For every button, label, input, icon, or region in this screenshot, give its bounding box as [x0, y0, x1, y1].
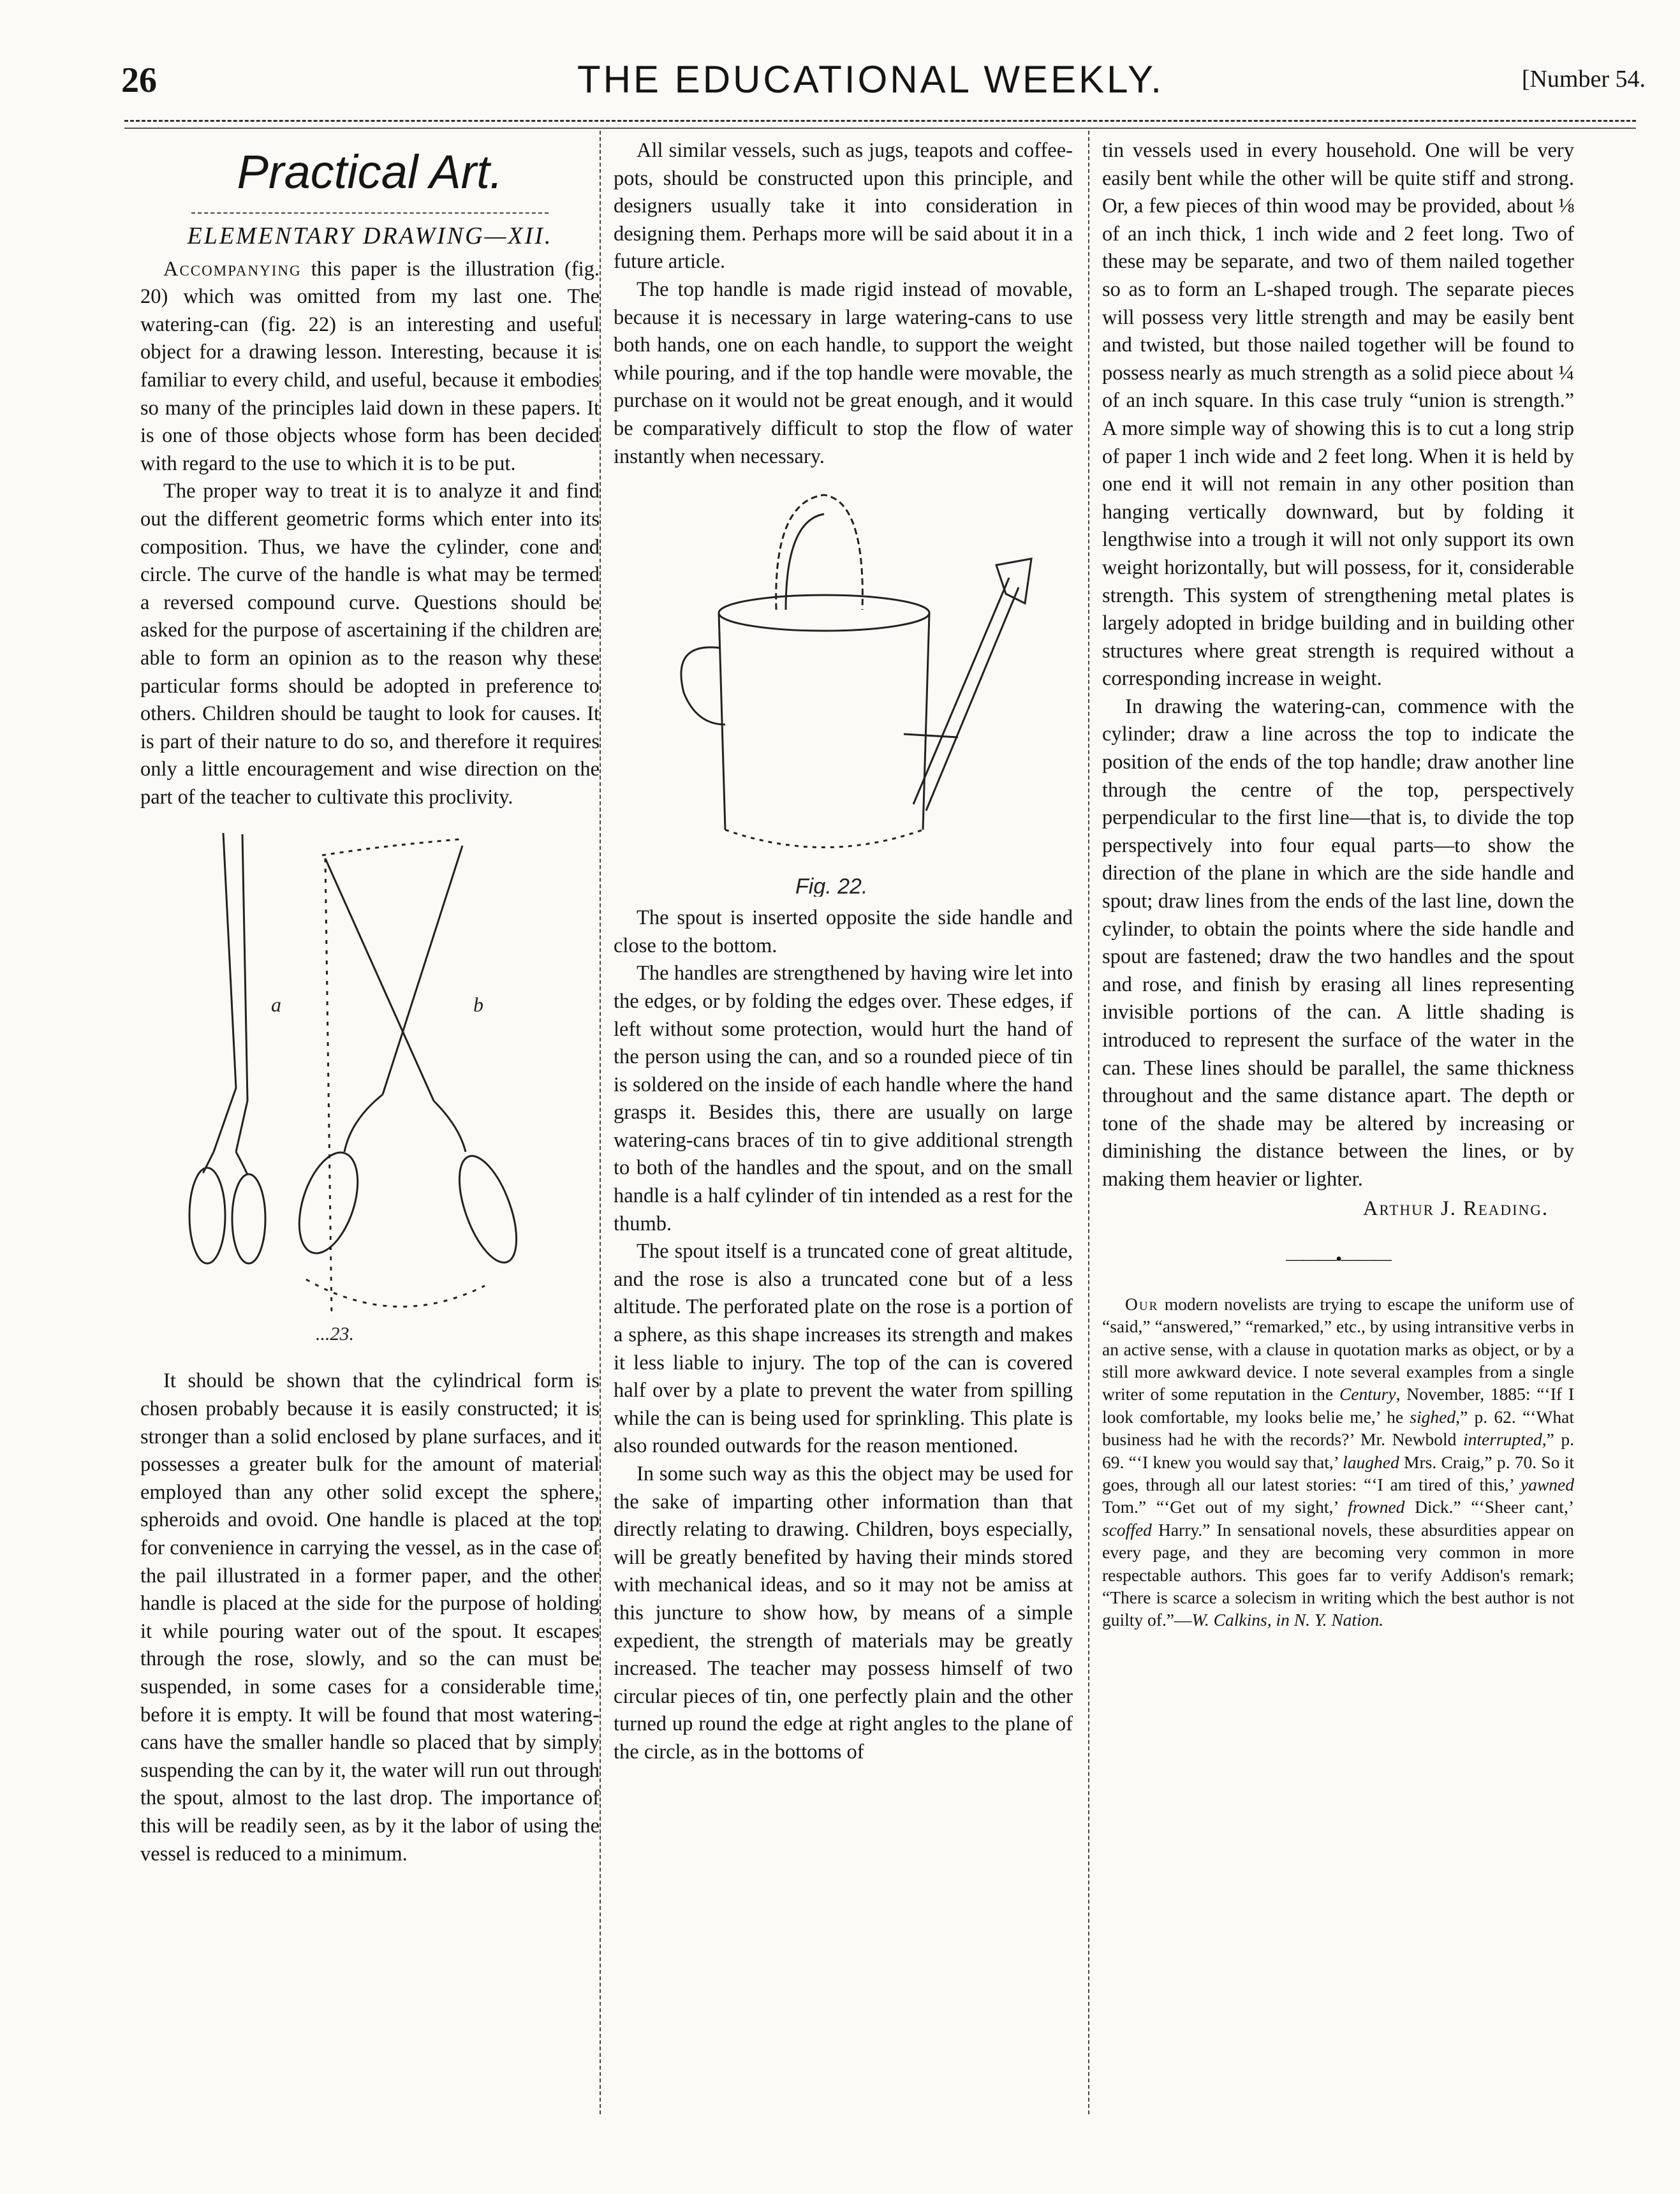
fig20-label-b: b	[473, 993, 483, 1017]
paragraph: The spout is inserted opposite the side handle and close to the bottom.	[614, 906, 1073, 957]
author-signature: Arthur J. Reading.	[1362, 1196, 1549, 1220]
page-header	[96, 56, 1646, 114]
article-title: ELEMENTARY DRAWING—XII.	[187, 223, 553, 249]
paragraph-text: this paper is the illustration (fig. 20) which was omitted from my last one. The watering-can (fig. 22) is an interesting and useful object for a drawing lesson. Interesting, because it is familiar to every child, and useful, because it embodies so many of the principles laid down in these papers. It is one of those objects whose form has been decided with regard to the use to which it is to be put.	[140, 257, 600, 475]
note-lead: Our	[1125, 1293, 1159, 1314]
paragraph: The top handle is made rigid instead of movable, because it is necessary in large watering-cans to use both hands, one on each handle, to support the weight while pouring, and if the top handle were movable, the purchase on it would not be great enough, and it would be comparatively difficult to stop the flow of water instantly when necessary.	[614, 277, 1073, 468]
header-rule-solid	[124, 128, 1636, 129]
section-divider: ———•———	[1286, 1249, 1390, 1270]
note-attribution: W. Calkins, in N. Y. Nation.	[1191, 1610, 1384, 1630]
fig22-caption: Fig. 22.	[795, 874, 868, 897]
paragraph: tin vessels used in every household. One will be very easily bent while the other will be quite stiff and strong. Or, a few pieces of thin wood may be provided, about ⅛ of an inch thick, 1 inch wide and 2 feet long. Two of these may be separate, and two of them nailed together so as to form an L-shaped trough. The separate pieces will possess very little strength and may be easily bent and twisted, but those nailed together will be found to possess nearly as much strength as a solid piece about ¼ of an inch square. In this case truly “union is strength.” A more simple way of showing this is to cut a long strip of paper 1 inch wide and 2 feet long. When it is held by one end it will not remain in any other position than hanging vertically downward, but by folding it lengthwise into a trough it will not only support its own weight horizontally, but will possess, for it, considerable strength. This system of strengthening metal plates is largely adopted in bridge building and in building other structures where great strength is required without a corresponding increase in weight.	[1102, 139, 1574, 691]
paragraph: The proper way to treat it is to analyze it and find out the different geometric forms which enter into its composition. Thus, we have the cylinder, cone and circle. The curve of the handle is what may be termed a reversed compound curve. Questions should be asked for the purpose of ascertaining if the children are able to form an opinion as to the reason why these particular forms should be adopted in preference to others. Children should be taught to look for causes. It is part of their nature to do so, and therefore it requires only a little encouragement and wise direction on the part of the teacher to cultivate this proclivity.	[140, 480, 600, 809]
note-italic: sighed	[1410, 1406, 1456, 1427]
scissors-illustration	[140, 820, 600, 1356]
section-title-rule	[191, 212, 549, 214]
note-text: ,” p. 62. “‘What business had he with the records?’ Mr. Newbold	[1102, 1406, 1575, 1450]
note-block	[1102, 1293, 1574, 1631]
paragraph: In drawing the watering-can, commence with the cylinder; draw a line across the top to indicate the position of the ends of the top handle; draw another line through the centre of the top, perspectively perpendicular to the first line—that is, to divide the top perspectively into four equal parts—to show the direction of the plane in which are the side handle and spout; draw lines from the ends of the last line, down the cylinder, to obtain the points where the side handle and spout are fastened; draw the two handles and the spout and rose, and finish by erasing all lines representing invisible portions of the can. A little shading is introduced to represent the surface of the water in the can. These lines should be parallel, the same thickness throughout and the same distance apart. The depth or tone of the shade may be altered by increasing or diminishing the distance between the lines, or by making them heavier or lighter.	[1102, 695, 1574, 1191]
note-text: modern novelists are trying to escape the uniform use of “said,” “answered,” “remarked,” etc., by using intransitive verbs in an active sense, with a clause in quotation marks as object, or by a still more awkward device. I note several examples from a single writer of some reputation in the	[1102, 1293, 1574, 1404]
column-3	[1102, 137, 1574, 1631]
note-text: Dick.” “‘Sheer cant,’	[1404, 1497, 1574, 1517]
paragraph: In some such way as this the object may be used for the sake of imparting other information than that directly relating to drawing. Children, boys especially, will be greatly benefited by having their minds stored with mechanical ideas, and so it may not be amiss at this juncture to show how, by means of a simple expedient, the strength of materials may be greatly increased. The teacher may possess himself of two circular pieces of tin, one perfectly plain and the other turned up round the edge at right angles to the plane of the circle, as in the bottoms of	[614, 1462, 1073, 1763]
issue-number: [Number 54.	[1521, 66, 1646, 92]
column-separator-2	[1088, 131, 1089, 2114]
note-italic: interrupted	[1463, 1429, 1542, 1450]
figure-22-watering-can	[614, 482, 1073, 897]
note-text: Tom.” “‘Get out of my sight,’	[1102, 1497, 1348, 1517]
note-italic: frowned	[1348, 1497, 1405, 1517]
note-italic: yawned	[1520, 1475, 1574, 1494]
watering-can-illustration	[614, 482, 1073, 897]
note-text: , November, 1885: “‘If I look comfortable, my looks belie me,’ he	[1102, 1384, 1574, 1427]
note-italic: scoffed	[1102, 1519, 1152, 1540]
header-rule	[124, 120, 1636, 122]
paragraph: The handles are strengthened by having wire let into the edges, or by folding the edges over. These edges, if left without some protection, would hurt the hand of the person using the can, and so a rounded piece of tin is soldered on the inside of each handle where the hand grasps it. Besides this, there are usually on large watering-cans braces of tin to give additional strength to both of the handles and the spout, and on the small handle is a half cylinder of tin intended as a rest for the thumb.	[614, 962, 1073, 1235]
note-paragraph	[1102, 1293, 1574, 1631]
paragraph	[140, 256, 600, 478]
note-italic: laughed	[1343, 1452, 1399, 1472]
note-text: Mrs. Craig,” p. 70. So it goes, through all our latest stories: “‘I am tired of this,’	[1102, 1452, 1574, 1494]
column-separator-1	[600, 131, 601, 2114]
paragraph: It should be shown that the cylindrical form is chosen probably because it is easily constructed; it is stronger than a solid enclosed by plane surfaces, and it possesses a greater bulk for the amount of material employed than any other solid except the sphere, spheroids and ovoid. One handle is placed at the top for convenience in carrying the vessel, as in the case of the pail illustrated in a former paper, and the other handle is placed at the side for the purpose of holding it while pouring water out of the spout. It escapes through the rose, slowly, and so the can must be suspended, in some cases for a considerable time, before it is empty. It will be found that most watering-cans have the smaller handle so placed that by simply suspending the can by it, the water will run out through the spout, almost to the last drop. The importance of this will be readily seen, as by it the labor of using the vessel is reduced to a minimum.	[140, 1369, 600, 1866]
figure-20-scissors	[140, 820, 600, 1356]
note-text: ,” p. 69. “‘I knew you would say that,’	[1102, 1429, 1574, 1472]
column-2	[614, 137, 1073, 1767]
paragraph-lead: Accompanying	[163, 257, 302, 281]
note-text: Harry.” In sensational novels, these absurdities appear on every page, and they are becoming very common in more respectable authors. This goes far to verify Addison's remark; “There is scarce a solecism in writing which the best author is not guilty of.”—	[1102, 1519, 1574, 1630]
journal-title: THE EDUCATIONAL WEEKLY.	[577, 58, 1164, 101]
column-1	[140, 137, 600, 1868]
fig20-label-a: a	[271, 993, 281, 1017]
note-italic: Century	[1339, 1384, 1396, 1404]
fig20-caption: ...23.	[316, 1323, 354, 1345]
section-title: Practical Art.	[237, 145, 503, 198]
paragraph: All similar vessels, such as jugs, teapots and coffee-pots, should be constructed upon this principle, and designers usually take it into consideration in designing them. Perhaps more will be said about it in a future article.	[614, 139, 1073, 274]
paragraph: The spout itself is a truncated cone of great altitude, and the rose is also a truncated cone but of a less altitude. The perforated plate on the rose is a portion of a sphere, as this shape increases its strength and makes it less liable to injury. The top of the can is covered half over by a plate to prevent the water from spilling while the can is being used for sprinkling. This plate is also rounded outwards for the reason mentioned.	[614, 1240, 1073, 1458]
page-number: 26	[121, 61, 157, 100]
